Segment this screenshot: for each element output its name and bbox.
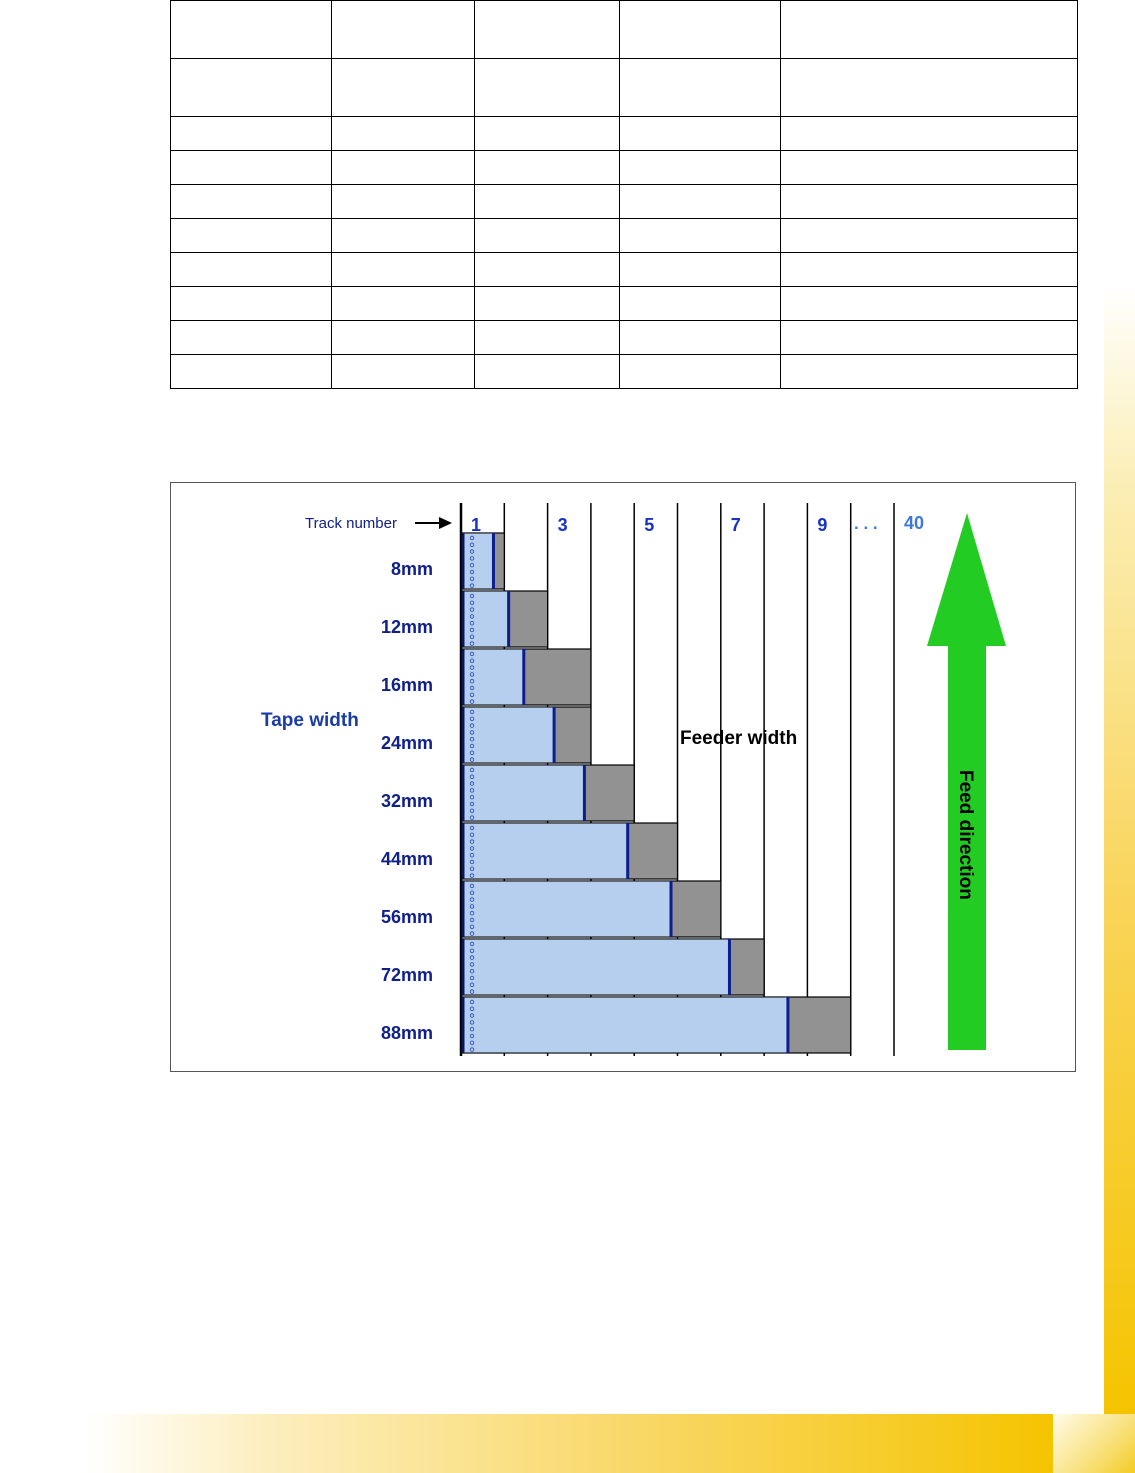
tape-width-value: 88mm	[380, 1023, 433, 1043]
table-cell	[475, 1, 620, 59]
table-cell	[171, 1, 332, 59]
table-cell	[620, 151, 781, 185]
tape-row	[461, 881, 721, 937]
table-cell	[171, 287, 332, 321]
tape-feeder-figure	[170, 482, 1076, 1072]
tape-row	[461, 649, 591, 705]
table-cell	[620, 287, 781, 321]
track-numbers	[471, 515, 827, 535]
tape-bar	[461, 765, 584, 821]
tape-bars	[461, 533, 851, 1053]
table-cell	[475, 321, 620, 355]
table-row	[171, 253, 1078, 287]
tape-row	[461, 765, 634, 821]
decorative-corner-box	[1053, 1414, 1135, 1473]
tape-row	[461, 997, 851, 1053]
feed-direction-label: Feed direction	[955, 770, 976, 900]
tape-bar	[461, 997, 788, 1053]
table-cell	[620, 185, 781, 219]
track-ellipsis: . . .	[854, 514, 878, 533]
table-cell	[475, 253, 620, 287]
table-cell	[332, 253, 475, 287]
table-cell	[475, 151, 620, 185]
table-cell	[171, 59, 332, 117]
table-cell	[620, 117, 781, 151]
tape-row	[461, 939, 764, 995]
table-cell	[332, 185, 475, 219]
table-cell	[171, 355, 332, 389]
table-cell	[620, 253, 781, 287]
table-cell	[475, 287, 620, 321]
tape-bar	[461, 533, 493, 589]
table-cell	[781, 253, 1078, 287]
table-cell	[332, 1, 475, 59]
table-cell	[475, 117, 620, 151]
tape-row	[461, 533, 504, 589]
table-cell	[781, 287, 1078, 321]
table-cell	[475, 185, 620, 219]
table-cell	[620, 219, 781, 253]
table-cell	[620, 1, 781, 59]
table-cell	[332, 59, 475, 117]
tape-bar	[461, 823, 628, 879]
table-cell	[781, 185, 1078, 219]
track-number: 7	[730, 515, 741, 535]
table-cell	[171, 151, 332, 185]
tape-row	[461, 823, 678, 879]
tape-row	[461, 591, 548, 647]
table-cell	[475, 219, 620, 253]
table-row	[171, 151, 1078, 185]
tape-feeder-diagram	[171, 483, 1077, 1073]
table-row	[171, 219, 1078, 253]
table-row	[171, 321, 1078, 355]
track-number: 1	[471, 515, 482, 535]
tape-width-value: 12mm	[380, 617, 433, 637]
tape-bar	[461, 881, 671, 937]
tape-width-value: 24mm	[380, 733, 433, 753]
table-cell	[171, 253, 332, 287]
table-cell	[781, 321, 1078, 355]
tape-row	[461, 707, 591, 763]
table-cell	[781, 1, 1078, 59]
tape-width-value: 32mm	[380, 791, 433, 811]
decorative-side-bar	[1104, 285, 1135, 1415]
tape-width-value: 72mm	[380, 965, 433, 985]
tape-width-value: 16mm	[380, 675, 433, 695]
table-cell	[171, 185, 332, 219]
table-cell	[332, 355, 475, 389]
feeder-width-label: Feeder width	[680, 728, 798, 749]
table-row	[171, 355, 1078, 389]
table-cell	[781, 219, 1078, 253]
table-cell	[171, 219, 332, 253]
table-cell	[171, 117, 332, 151]
tape-bar	[461, 591, 509, 647]
tape-width-value: 44mm	[380, 849, 433, 869]
table-row	[171, 287, 1078, 321]
track-number-label: Track number	[305, 515, 397, 532]
table-row	[171, 117, 1078, 151]
table-cell	[475, 59, 620, 117]
table-cell	[332, 219, 475, 253]
table-row	[171, 185, 1078, 219]
tape-bar	[461, 939, 729, 995]
table-cell	[781, 355, 1078, 389]
spec-table	[170, 0, 1078, 389]
table-row	[171, 59, 1078, 117]
track-number-last: 40	[904, 513, 925, 533]
table-cell	[781, 151, 1078, 185]
tape-width-value: 8mm	[390, 559, 433, 579]
table-cell	[475, 355, 620, 389]
table-cell	[620, 321, 781, 355]
spec-table-body	[171, 1, 1078, 389]
track-number: 9	[817, 515, 828, 535]
table-cell	[171, 321, 332, 355]
table-cell	[332, 287, 475, 321]
tape-bar	[461, 707, 554, 763]
table-cell	[620, 355, 781, 389]
table-cell	[332, 321, 475, 355]
track-pointer-arrow	[415, 517, 452, 529]
tape-width-label: Tape width	[261, 710, 359, 731]
tape-bar	[461, 649, 524, 705]
table-row	[171, 1, 1078, 59]
table-cell	[781, 117, 1078, 151]
track-number: 3	[557, 515, 568, 535]
table-cell	[332, 117, 475, 151]
track-number: 5	[644, 515, 655, 535]
table-cell	[620, 59, 781, 117]
decorative-bottom-bar	[0, 1414, 1053, 1473]
tape-width-value: 56mm	[380, 907, 433, 927]
tape-width-labels	[381, 559, 433, 1043]
table-cell	[332, 151, 475, 185]
table-cell	[781, 59, 1078, 117]
